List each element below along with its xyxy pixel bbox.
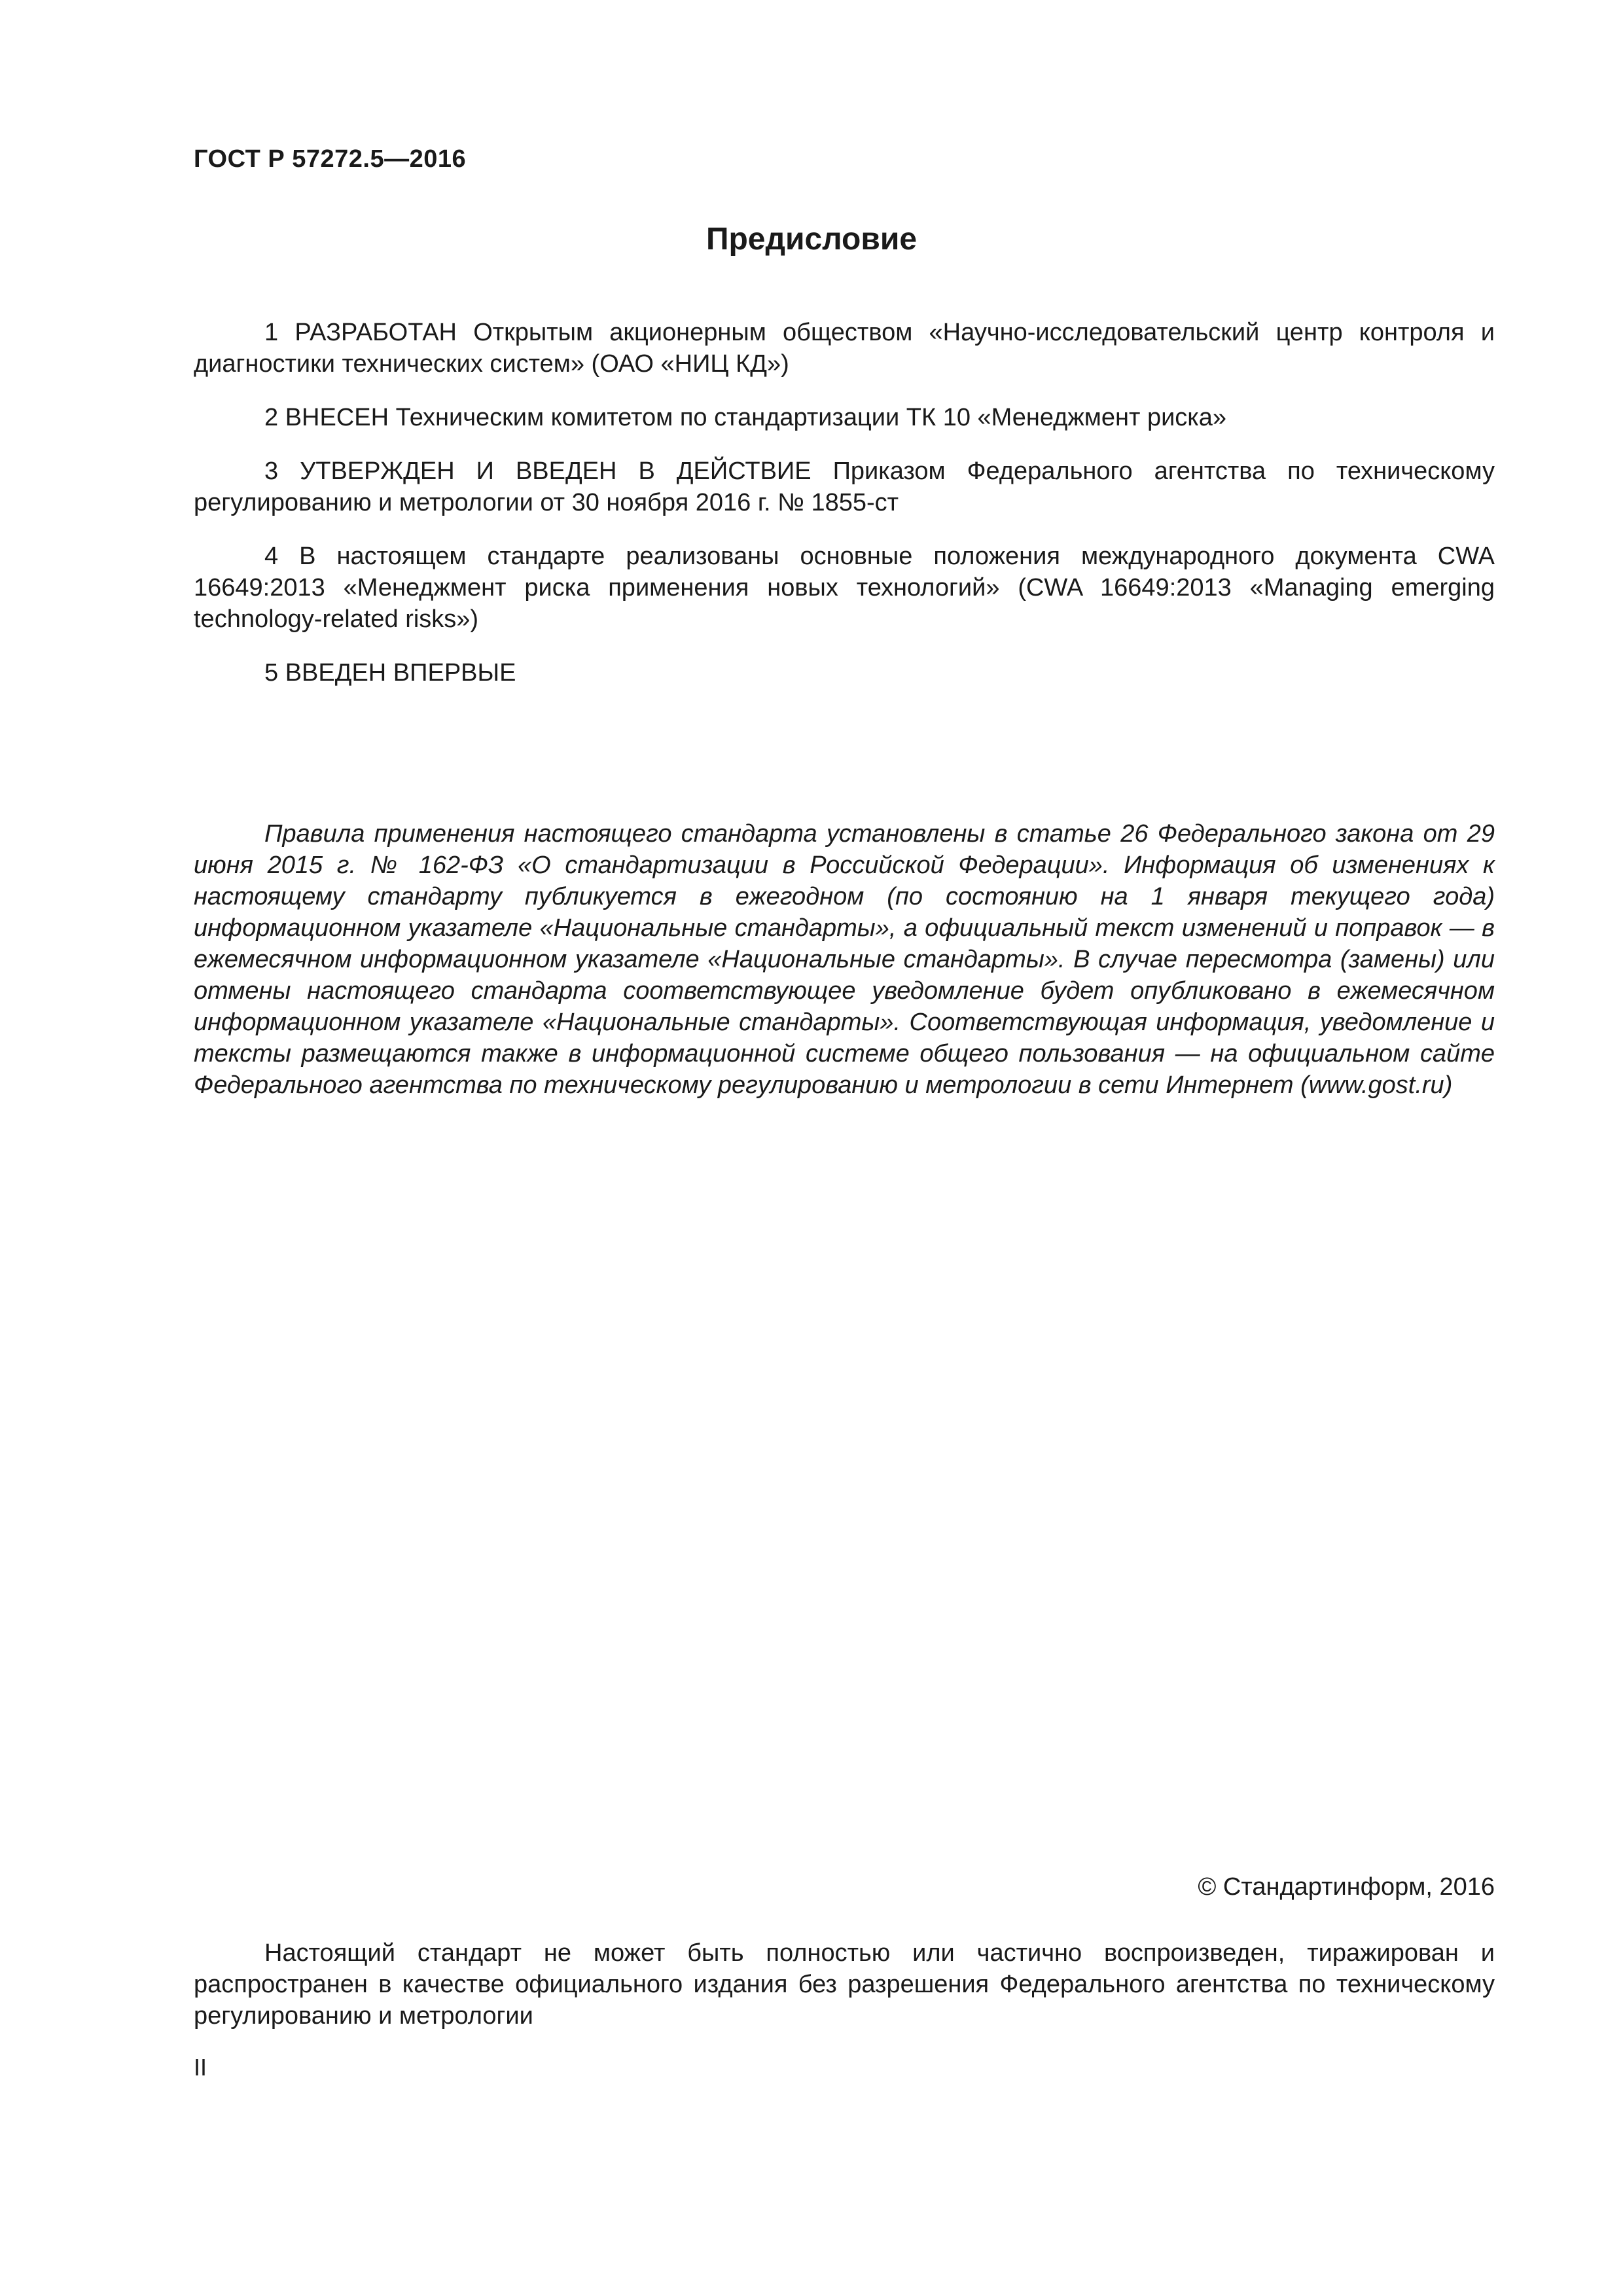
legal-notice xyxy=(194,1937,1495,2032)
page-number: II xyxy=(194,2054,207,2081)
application-rules-note xyxy=(194,818,1495,1101)
foreword-item-1: 1 РАЗРАБОТАН Открытым акционерным обществом «Научно-исследовательский центр контроля и диагностики технических систем» (ОАО «НИЦ КД») xyxy=(194,319,1495,378)
page-title: Предисловие xyxy=(705,222,918,257)
foreword-item-3: 3 УТВЕРЖДЕН И ВВЕДЕН В ДЕЙСТВИЕ Приказом Федерального агентства по техническому регулированию и метрологии от 30 ноября 2016 г. № 1855-ст xyxy=(194,457,1495,516)
copyright-notice: © Стандартинформ, 2016 xyxy=(1198,1873,1495,1901)
foreword-item-5: 5 ВВЕДЕН ВПЕРВЫЕ xyxy=(264,659,516,687)
foreword-items xyxy=(194,317,1495,711)
legal-notice-text: Настоящий стандарт не может быть полностью или частично воспроизведен, тиражирован и распространен в качестве официального издания без разрешения Федерального агентства по техническому регулированию и метрологии xyxy=(194,1939,1495,2030)
document-code: ГОСТ Р 57272.5—2016 xyxy=(194,145,467,173)
foreword-item-4: 4 В настоящем стандарте реализованы основные положения международного документа CWA 16649:2013 «Менеджмент риска применения новых технологий» (CWA 16649:2013 «Managing emerging technology-related risks») xyxy=(194,543,1495,633)
application-rules-text: Правила применения настоящего стандарта установлены в статье 26 Федерального закона от 29 июня 2015 г. № 162-ФЗ «О стандартизации в Российской Федерации». Информация об изменениях к настоящему стандарту публикуется в ежегодном (по состоянию на 1 января текущего года) информационном указателе «Национальные стандарты», а официальный текст изменений и поправок — в ежемесячном информационном указателе «Национальные стандарты». В случае пересмотра (замены) или отмены настоящего стандарта соответствующее уведомление будет опубликовано в ежемесячном информационном указателе «Национальные стандарты». Соответствующая информация, уведомление и тексты размещаются также в информационной системе общего пользования — на официальном сайте Федерального агентства по техническому регулированию и метрологии в сети Интернет (www.gost.ru) xyxy=(194,820,1495,1099)
foreword-item-2: 2 ВНЕСЕН Техническим комитетом по стандартизации ТК 10 «Менеджмент риска» xyxy=(264,404,1227,431)
